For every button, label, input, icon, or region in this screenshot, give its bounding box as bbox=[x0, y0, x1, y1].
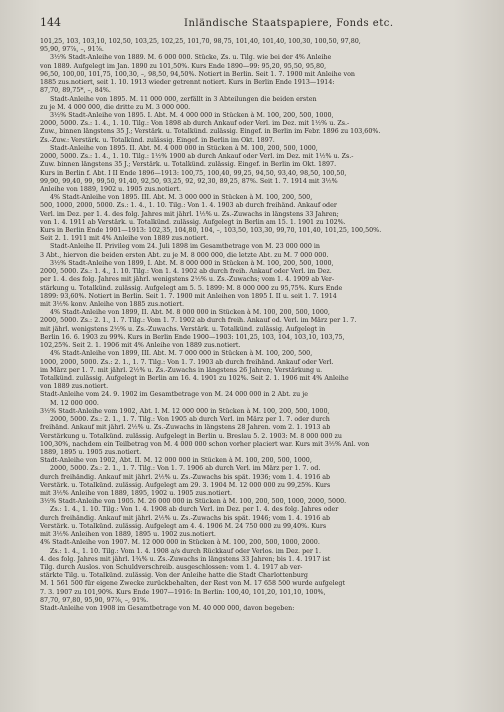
text-line: 96,50, 100,00, 101,75, 100,30, –, 98,50, 94,50%. Notiert in Berlin. Seit 1. 7. 1900 mit Anleihe von bbox=[40, 70, 355, 78]
text-line: von 1. 4. 1911 ab Verstärk. u. Totalkünd. zulässig. Aufgelegt in Berlin am 15. 1. 1901 zu 102%. bbox=[40, 218, 346, 226]
section-heading-line: 3½% Stadt-Anleihe von 1889. M. 6 000 000. Stücke, Zs. u. Tilg. wie bei der 4% Anleihe bbox=[50, 54, 332, 62]
section-heading-line: 2000, 5000. Zs.: 2. 1., 1. 7. Tilg.: Von 1. 7. 1906 ab durch Verl. im März per 1. 7. od. bbox=[50, 465, 321, 473]
text-line: 500, 1000, 2000, 5000. Zs.: 1. 4., 1. 10. Tilg.: Von 1. 4. 1903 ab durch freihänd. Ankauf oder bbox=[40, 202, 337, 210]
text-line: 102,25%. Seit 2. 1. 1906 mit 4% Anleihe von 1889 zus.notiert. bbox=[40, 342, 241, 350]
section-heading-line: Stadt-Anleihe von 1895. M. 11 000 000, zerfällt in 3 Abteilungen die beiden ersten bbox=[50, 95, 317, 103]
text-line: Tilg. durch Auslos. von Schuldverschreib. ausgeschlossen: vom 1. 4. 1917 ab ver- bbox=[40, 564, 303, 571]
text-line: Verstärkung u. Totalkünd. zulässig. Aufgelegt in Berlin u. Breslau 5. 2. 1903: M. 8 000 000 zu bbox=[40, 432, 342, 440]
text-line: 99,90, 99,40, 99, 99,50, 91,40, 92,50, 93,25, 92, 92,30, 89,25, 87%. Seit 1. 7. 1914 mit 3½% bbox=[40, 177, 338, 185]
text-line: im März per 1. 7. mit jährl. 2½% u. Zs.-Zuwachs in längstens 26 Jahren; Verstärkung u. bbox=[40, 366, 323, 374]
text-line: durch freihändig. Ankauf mit jährl. 2½% u. Zs.-Zuwachs bis spät. 1946; vom 1. 4. 1916 ab bbox=[40, 514, 331, 522]
text-line: mit 3½% konv. Anleihe von 1885 zus.notiert. bbox=[40, 301, 184, 308]
text-line: mit 3½% Anleihe von 1889, 1895, 1902 u. 1905 zus.notiert. bbox=[40, 490, 233, 498]
text-line: 2000, 5000. Zs.: 1. 4., 1. 10. Tilg.: Von 1898 ab durch Ankauf oder Verl. im Dez. mit 1½% u. Zs.- bbox=[40, 120, 350, 128]
section-heading-line: Stadt-Anleihe II. Privileg vom 24. Juli 1898 im Gesamtbetrage von M. 23 000 000 in bbox=[50, 243, 320, 251]
text-line: Seit 2. 1. 1911 mit 4% Anleihe von 1889 zus.notiert. bbox=[40, 235, 209, 243]
page-header bbox=[40, 16, 496, 38]
text-line: zu je M. 4 000 000, die dritte zu M. 3 000 000. bbox=[40, 103, 191, 111]
text-line: 2000, 5000. Zs.: 1. 4., 1. 10. Tilg.: 1½% 1900 ab durch Ankauf oder Verl. im Dez. mit 1½% u. Zs.- bbox=[40, 153, 354, 161]
text-line: 3½% Stadt-Anleihe von 1905. M. 26 000 000 in Stücken à M. 100, 200, 500, 1000, 2000, 5000. bbox=[40, 498, 347, 506]
text-line: 1000, 2000, 5000. Zs.: 2. 1., 1. 7. Tilg.: Von 1. 7. 1903 ab durch freihänd. Ankauf oder Verl. bbox=[40, 358, 334, 366]
text-line: mit 3½% Anleihen von 1889, 1895 u. 1902 zus.notiert. bbox=[40, 531, 216, 539]
text-line: M. 1 561 500 für eigene Zwecke zurückbehalten, der Rest von M. 17 658 500 wurde aufgelegt bbox=[40, 580, 345, 588]
text-line: Kurs in Berlin Ende 1901—1913: 102,35, 104,80, 104, –, 103,50, 103,30, 99,70, 101,40, 101,25, 100,50%. bbox=[40, 227, 382, 235]
text-line: Anleihe von 1889, 1902 u. 1905 zus.notiert. bbox=[40, 185, 181, 193]
section-heading-line: 3½% Stadt-Anleihe von 1895. I. Abt. M. 4 000 000 in Stücken à M. 100, 200, 500, 1000, bbox=[50, 111, 334, 119]
text-line: 1885 zus.notiert, seit 1. 10. 1913 wieder getrennt notiert. Kurs in Berlin Ende 1913—1914: bbox=[40, 79, 335, 87]
section-heading-line: M. 12 000 000. bbox=[50, 399, 99, 407]
text-line: Berlin 16. 6. 1903 zu 99%. Kurs in Berlin Ende 1900—1903: 101,25, 103, 104, 103,10, 103,75, bbox=[40, 333, 345, 341]
section-heading-line: 4% Stadt-Anleihe von 1899, III. Abt. M. 7 000 000 in Stücken à M. 100, 200, 500, bbox=[50, 350, 313, 358]
text-line: Kurs in Berlin f. Abt. I II Ende 1896—1913: 100,75, 100,40, 99,25, 94,50, 93,40, 98,50, 100,50, bbox=[40, 169, 347, 177]
text-line: 2000, 5000. Zs.: 1. 4., 1. 10. Tilg.: Von 1. 4. 1902 ab durch freih. Ankauf oder Verl. im Dez. bbox=[40, 268, 332, 276]
text-line: Verstärk. u. Totalkünd. zulässig. Aufgelegt am 29. 3. 1904 M. 12 000 000 zu 99,25%. Kurs bbox=[40, 481, 331, 489]
section-heading-line: Stadt-Anleihe von 1895. II. Abt. M. 4 000 000 in Stücken à M. 100, 200, 500, 1000, bbox=[50, 144, 318, 152]
text-line: 87,70, 97,80, 95,90, 97⅞, –, 91%. bbox=[40, 596, 149, 604]
text-line: 4% Stadt-Anleihe von 1907. M. 12 000 000 in Stücken à M. 100, 200, 500, 1000, 2000. bbox=[40, 539, 320, 547]
text-line: von 1889. Aufgelegt im Jan. 1890 zu 101,50%. Kurs Ende 1890—99: 95,20, 95,50, 95,80, bbox=[40, 62, 327, 70]
text-line: freihänd. Ankauf mit jährl. 2½% u. Zs.-Zuwachs in längstens 28 Jahren. vom 2. 1. 1913 ab bbox=[40, 424, 331, 432]
page-number: 144 bbox=[40, 16, 61, 29]
text-line: 2000, 5000. Zs.: 2. 1., 1. 7. Tilg.: Vom 1. 7. 1902 ab durch freih. Ankauf od. Verl. im März per 1. 7. bbox=[40, 317, 357, 325]
text-line: 4. des folg. Jahres mit jährl. 1¾% u. Zs.-Zuwachs in längstens 33 Jahren; bis 1. 4. 1917 ist bbox=[40, 555, 331, 563]
section-heading-line: Zs.: 1. 4., 1. 10. Tilg.: Von 1. 4. 1908 ab durch Verl. im Dez. per 1. 4. des folg. Jahres oder bbox=[50, 506, 339, 514]
text-line: 100,30%, nachdem ein Teilbetrag von M. 4 000 000 schon vorher placiert war. Kurs mit 3½% Anl. von bbox=[40, 440, 370, 448]
text-line: Zs.-Zuw.: Verstärk. u. Totalkünd. zulässig. Eingef. in Berlin im Okt. 1897. bbox=[40, 136, 275, 144]
text-line: 101,25, 103, 103,10, 102,50, 103,25, 102,25, 101,70, 98,75, 101,40, 101,40, 100,30, 100,50, 97,80, bbox=[40, 38, 361, 45]
text-line: mit jährl. wenigstens 2½% u. Zs.-Zuwachs. Verstärk. u. Totalkünd. zulässig. Aufgelegt in bbox=[40, 325, 326, 333]
section-heading-line: 3½% Stadt-Anleihe von 1899, I. Abt. M. 8 000 000 in Stücken à M. 100, 200, 500, 1000, bbox=[50, 259, 334, 267]
text-line: stärkung u. Totalkünd. zulässig. Aufgelegt am 5. 5. 1899: M. 8 000 000 zu 95,75%. Kurs Ende bbox=[40, 284, 343, 292]
text-line: durch freihändig. Ankauf mit jährl. 2½% u. Zs.-Zuwachs bis spät. 1936; vom 1. 4. 1916 ab bbox=[40, 473, 331, 481]
text-line: Stadt-Anleihe vom 24. 9. 1902 im Gesamtbetrage von M. 24 000 000 in 2 Abt. zu je bbox=[40, 391, 308, 399]
section-heading-line: 4% Stadt-Anleihe von 1899, II. Abt. M. 8 000 000 in Stücken à M. 100, 200, 500, 1000, bbox=[50, 309, 330, 317]
body-text bbox=[40, 38, 496, 613]
text-line: Verstärk. u. Totalkünd. zulässig. Aufgelegt am 4. 4. 1906 M. 24 750 000 zu 99,40%. Kurs bbox=[40, 522, 327, 530]
text-line: 3½% Stadt-Anleihe vom 1902, Abt. I. M. 12 000 000 in Stücken à M. 100, 200, 500, 1000, bbox=[40, 407, 330, 415]
text-line: Zuw., binnen längstens 35 J.; Verstärk. u. Totalkünd. zulässig. Eingef. in Berlin im Febr. 1896 zu 103,60%. bbox=[40, 128, 381, 136]
section-heading-line: Zs.: 1. 4., 1. 10. Tilg.: Vom 1. 4. 1908 a/s durch Rückkauf oder Verlos. im Dez. per 1. bbox=[50, 547, 321, 555]
section-heading-line: 4% Stadt-Anleihe von 1895. III. Abt. M. 3 000 000 in Stücken à M. 100, 200, 500, bbox=[50, 194, 313, 202]
text-line: 1889, 1895 u. 1905 zus.notiert. bbox=[40, 448, 142, 456]
text-line: 3 Abt., hiervon die beiden ersten Abt. zu je M. 8 000 000, die letzte Abt. zu M. 7 000 000. bbox=[40, 251, 329, 259]
text-line: von 1889 zus.notiert. bbox=[40, 383, 109, 391]
text-line: Stadt-Anleihe von 1902, Abt. II. M. 12 000 000 in Stücken à M. 100, 200, 500, 1000, bbox=[40, 457, 312, 465]
text-line: per 1. 4. des folg. Jahres mit jährl. wenigstens 2½% u. Zs.-Zuwachs; vom 1. 4. 1909 ab Ver- bbox=[40, 276, 335, 284]
text-line: stärkte Tilg. u. Totalkünd. zulässig. Von der Anleihe hatte die Stadt Charlottenburg bbox=[40, 572, 308, 580]
text-line: Stadt-Anleihe von 1908 im Gesamtbetrage von M. 40 000 000, davon begeben: bbox=[40, 605, 295, 613]
running-head: Inländische Staatspapiere, Fonds etc. bbox=[184, 18, 394, 29]
text-line: Totalkünd. zulässig. Aufgelegt in Berlin am 16. 4. 1901 zu 102%. Seit 2. 1. 1906 mit 4% Anleihe bbox=[40, 374, 349, 382]
text-line: Verl. im Dez. per 1. 4. des folg. Jahres mit jährl. 1½% u. Zs.-Zuwachs in längstens 33 Jahren; bbox=[40, 210, 339, 218]
text-line: Zuw. binnen längstens 35 J.; Verstärk. u. Totalkünd. zulässig. Eingef. in Berlin im Okt. 1897. bbox=[40, 161, 337, 169]
text-line: 7. 3. 1907 zu 101,90%. Kurs Ende 1907—1916: In Berlin: 100,40, 101,20, 101,10, 100%, bbox=[40, 588, 326, 596]
section-heading-line: 2000, 5000. Zs.: 2. 1., 1. 7. Tilg.: Von 1905 ab durch Verl. im März per 1. 7. oder durch bbox=[50, 416, 330, 424]
text-line: 95,90, 97⅞, –, 91⅞. bbox=[40, 46, 104, 54]
text-line: 1899: 93,60%. Notiert in Berlin. Seit 1. 7. 1900 mit Anleihen von 1895 I. II u. seit 1. 7. 1914 bbox=[40, 292, 337, 300]
text-line: 87,70, 89,75*, –, 84%. bbox=[40, 87, 111, 95]
